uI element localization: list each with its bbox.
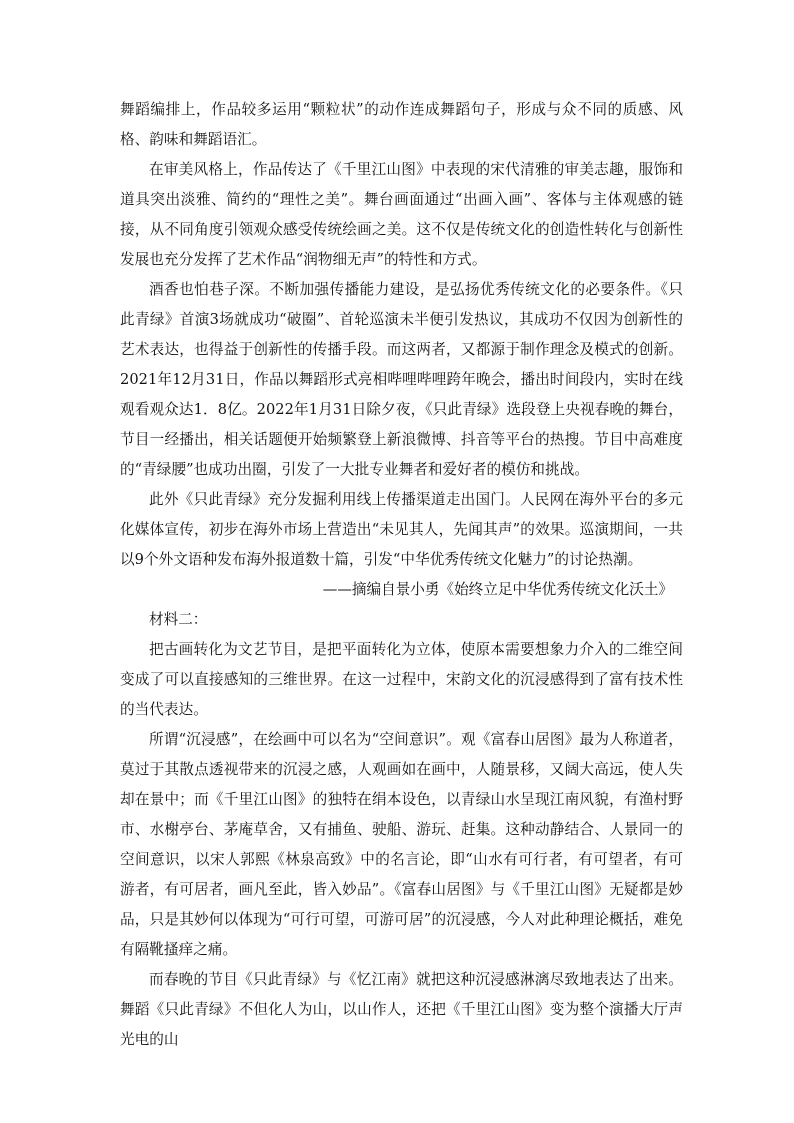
paragraph-painting-to-stage: 把古画转化为文艺节目，是把平面转化为立体，使原本需要想象力介入的二维空间变成了可以直接感知的三维世界。在这一过程中，宋韵文化的沉浸感得到了富有技术性的当代表达。 (120, 641, 683, 718)
section-heading-material-two: 材料二： (149, 611, 208, 628)
paragraph-overseas: 此外《只此青绿》充分发掘利用线上传播渠道走出国门。人民网在海外平台的多元化媒体宣传，初步在海外市场上营造出“未见其人，先闻其声”的效果。巡演期间，一共以9个外文语种发布海外报道数十篇，引发“中华优秀传统文化魅力”的讨论热潮。 (120, 491, 683, 568)
paragraph-gala-program: 而春晚的节目《只此青绿》与《忆江南》就把这种沉浸感淋漓尽致地表达了出来。舞蹈《只此青绿》不但化人为山，以山作人，还把《千里江山图》变为整个演播大厅声光电的山 (120, 971, 683, 1048)
paragraph-communication: 酒香也怕巷子深。不断加强传播能力建设，是弘扬优秀传统文化的必要条件。《只此青绿》首演3场就成功“破圈”、首轮巡演未半便引发热议，其成功不仅因为创新性的艺术表达，也得益于创新性的传播手段。而这两者，又都源于制作理念及模式的创新。2021年12月31日，作品以舞蹈形式亮相哔哩哔哩跨年晚会，播出时间段内，实时在线观看观众达1．8亿。2022年1月31日除夕夜，《只此青绿》选段登上央视春晚的舞台，节目一经播出，相关话题便开始频繁登上新浪微博、抖音等平台的热搜。节目中高难度的“青绿腰”也成功出圈，引发了一大批专业舞者和爱好者的模仿和挑战。 (120, 281, 683, 478)
source-attribution: ——摘编自景小勇《始终立足中华优秀传统文化沃土》 (322, 581, 673, 598)
paragraph-dance-choreography: 舞蹈编排上，作品较多运用“颗粒状”的动作连成舞蹈句子，形成与众不同的质感、风格、韵味和舞蹈语汇。 (120, 101, 683, 148)
document-body (120, 95, 683, 1055)
paragraph-immersion: 所谓“沉浸感”，在绘画中可以名为“空间意识”。观《富春山居图》最为人称道者，莫过于其散点透视带来的沉浸之感，人观画如在画中，人随景移，又阔大高远，使人失却在景中；而《千里江山图》的独特在绢本设色，以青绿山水呈现江南风貌，有渔村野市、水榭亭台、茅庵草舍，又有捕鱼、驶船、游玩、赶集。这种动静结合、人景同一的空间意识，以宋人郭熙《林泉高致》中的名言论，即“山水有可行者，有可望者，有可游者，有可居者，画凡至此，皆入妙品”。《富春山居图》与《千里江山图》无疑都是妙品，只是其妙何以体现为“可行可望，可游可居”的沉浸感，今人对此种理论概括，难免有隔靴搔痒之痛。 (120, 731, 683, 958)
paragraph-aesthetic-style: 在审美风格上，作品传达了《千里江山图》中表现的宋代清雅的审美志趣，服饰和道具突出淡雅、简约的“理性之美”。舞台画面通过“出画入画”、客体与主体观感的链接，从不同角度引领观众感受传统绘画之美。这不仅是传统文化的创造性转化与创新性发展也充分发挥了艺术作品“润物细无声”的特性和方式。 (120, 161, 683, 268)
